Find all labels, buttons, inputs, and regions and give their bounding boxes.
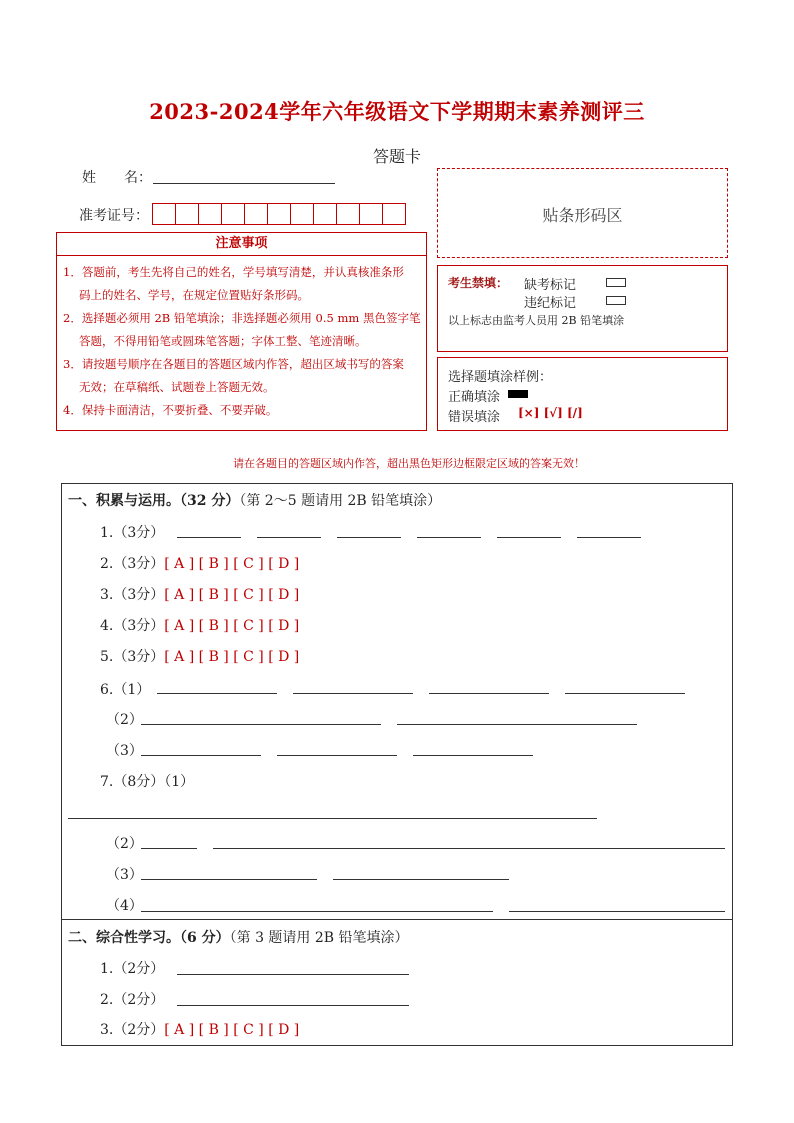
id-boxes[interactable] (153, 203, 406, 225)
question-4-label: 4.（3分）[ A ] [ B ] [ C ] [ D ] (100, 618, 300, 634)
warning-text: 请在各题目的答题区域内作答，超出黑色矩形边框限定区域的答案无效！ (233, 457, 585, 470)
answer-blank[interactable] (157, 693, 277, 694)
answer-blank[interactable] (68, 818, 597, 819)
answer-blank[interactable] (565, 693, 685, 694)
question-5-label: 5.（3分）[ A ] [ B ] [ C ] [ D ] (100, 649, 300, 665)
fill-wrong-label: 错误填涂 (448, 410, 501, 425)
answer-blank[interactable] (141, 879, 317, 880)
answer-blank[interactable] (333, 879, 509, 880)
answer-blank[interactable] (177, 974, 409, 975)
option-bubbles[interactable]: [ A ] [ B ] [ C ] [ D ] (164, 1022, 300, 1038)
filled-sample-icon (508, 390, 528, 398)
answer-blank[interactable] (293, 693, 413, 694)
answer-blank[interactable] (417, 537, 481, 538)
answer-blank[interactable] (413, 755, 533, 756)
answer-blank[interactable] (577, 537, 641, 538)
notice-item: 4．保持卡面清洁，不要折叠、不要弄破。 (63, 403, 278, 417)
exam-marks-note: 以上标志由监考人员用 2B 铅笔填涂 (448, 314, 625, 327)
barcode-area (437, 168, 728, 258)
barcode-label: 贴条形码区 (542, 206, 623, 225)
answer-blank[interactable] (141, 848, 197, 849)
question-2-label: 2.（3分）[ A ] [ B ] [ C ] [ D ] (100, 556, 300, 572)
answer-blank[interactable] (141, 724, 381, 725)
answer-blank[interactable] (337, 537, 401, 538)
option-bubbles[interactable]: [ A ] [ B ] [ C ] [ D ] (164, 587, 300, 603)
section1-box (61, 483, 733, 920)
name-label: 姓 名： (82, 170, 152, 186)
answer-blank[interactable] (141, 911, 493, 912)
notice-item: 1．答题前，考生先将自己的姓名，学号填写清楚，并认真核准条形 码上的姓名、学号，在规定位置贴好条形码。 (63, 265, 404, 302)
section2-question-2-label: 2.（2分） (100, 992, 165, 1008)
answer-blank[interactable] (277, 755, 397, 756)
fill-correct-label: 正确填涂 (448, 390, 501, 405)
answer-blank[interactable] (397, 724, 637, 725)
violation-label: 违纪标记 (524, 296, 577, 311)
answer-blank[interactable] (177, 537, 241, 538)
id-label: 准考证号： (79, 208, 149, 224)
fill-wrong-marks: [×] [√] [/] (518, 406, 583, 420)
question-6-2-label: （2） (106, 712, 143, 728)
page-title: 2023-2024学年六年级语文下学期期末素养测评三 (149, 99, 645, 124)
question-6-label: 6.（1） (100, 682, 151, 698)
exam-marks-label: 考生禁填： (448, 276, 509, 290)
exam-marks-box (437, 265, 728, 352)
answer-blank[interactable] (257, 537, 321, 538)
answer-blank[interactable] (177, 1005, 409, 1006)
question-3-label: 3.（3分）[ A ] [ B ] [ C ] [ D ] (100, 587, 300, 603)
section2-question-1-label: 1.（2分） (100, 961, 165, 977)
fill-sample-box (437, 357, 728, 431)
notice-item: 2．选择题必须用 2B 铅笔填涂；非选择题必须用 0.5 mm 黑色签字笔 答题，不得用铅笔或圆珠笔答题；字体工整、笔迹清晰。 (63, 311, 421, 348)
section1-title: 一、积累与运用。（32 分）（第 2～5 题请用 2B 铅笔填涂） (68, 493, 442, 509)
absent-label: 缺考标记 (524, 278, 577, 293)
answer-blank[interactable] (141, 755, 261, 756)
question-7-2-label: （2） (106, 836, 143, 852)
section2-box (61, 920, 733, 1046)
notice-box (56, 232, 427, 431)
question-1-label: 1.（3分） (100, 525, 165, 541)
answer-blank[interactable] (497, 537, 561, 538)
question-6-3-label: （3） (106, 743, 143, 759)
answer-blank[interactable] (429, 693, 549, 694)
section2-question-3-label: 3.（2分）[ A ] [ B ] [ C ] [ D ] (100, 1022, 300, 1038)
answer-blank[interactable] (509, 911, 725, 912)
question-7-4-label: （4） (106, 898, 143, 914)
fill-sample-title: 选择题填涂样例： (448, 370, 553, 385)
violation-mark-box[interactable] (606, 296, 626, 305)
option-bubbles[interactable]: [ A ] [ B ] [ C ] [ D ] (164, 618, 300, 634)
page-subtitle: 答题卡 (372, 147, 421, 166)
option-bubbles[interactable]: [ A ] [ B ] [ C ] [ D ] (164, 649, 300, 665)
name-field[interactable] (153, 183, 335, 184)
notice-item: 3．请按题号顺序在各题目的答题区域内作答，超出区域书写的答案 无效；在草稿纸、试题卷上答题无效。 (63, 357, 404, 394)
section2-title: 二、综合性学习。（6 分）（第 3 题请用 2B 铅笔填涂） (68, 930, 409, 946)
question-7-3-label: （3） (106, 867, 143, 883)
question-7-label: 7.（8分）（1） (100, 774, 195, 790)
absent-mark-box[interactable] (606, 278, 626, 287)
option-bubbles[interactable]: [ A ] [ B ] [ C ] [ D ] (164, 556, 300, 572)
answer-blank[interactable] (213, 848, 725, 849)
notice-title: 注意事项 (57, 233, 426, 256)
